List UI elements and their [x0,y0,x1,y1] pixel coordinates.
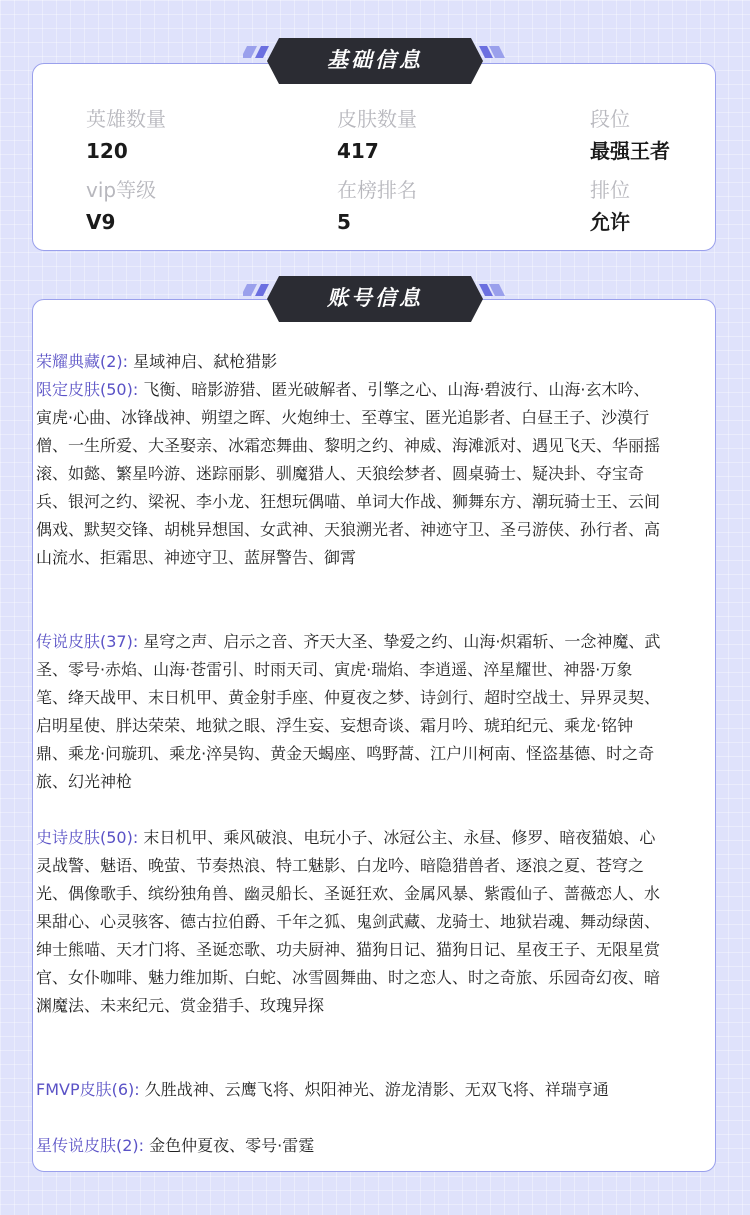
stat-label: 在榜排名 [337,178,417,202]
stat-value: V9 [86,210,116,234]
section-honor-collection [36,348,662,376]
stat-label: 英雄数量 [86,107,166,131]
stat-value: 最强王者 [590,139,670,163]
stat-leaderboard-rank [337,177,417,235]
section-star-legend-skins [36,1132,662,1160]
section-text: 星域神启、弑枪猎影 [133,352,278,371]
section-label: 史诗皮肤(50): [36,828,139,847]
section-epic-skins [36,824,662,1020]
stat-value: 120 [86,139,128,163]
stat-label: 排位 [590,178,630,202]
basic-info-banner [243,38,507,84]
account-info-title: 账号信息 [327,286,423,310]
stat-hero-count [86,106,166,164]
stat-vip-level [86,177,156,235]
section-legend-skins [36,628,662,796]
section-label: 传说皮肤(37): [36,632,139,651]
stat-ranked-allowed [590,177,630,235]
section-label: 星传说皮肤(2): [36,1136,145,1155]
section-text: 飞衡、暗影游猎、匿光破解者、引擎之心、山海·碧波行、山海·玄木吟、寅虎·心曲、冰锋战神、朔望之晖、火炮绅士、至尊宝、匿光追影者、白昼王子、沙漠行僧、一生所爱、大圣娶亲、冰霜恋舞曲、黎明之约、神威、海滩派对、遇见飞天、华丽摇滚、如懿、繁星吟游、迷踪丽影、驯魔猎人、天狼绘梦者、圆桌骑士、疑决卦、夺宝奇兵、银河之约、梁祝、李小龙、狂想玩偶喵、单词大作战、狮舞东方、潮玩骑士王、云间偶戏、默契交锋、胡桃异想国、女武神、天狼溯光者、神迹守卫、圣弓游侠、孙行者、高山流水、拒霜思、神迹守卫、蓝屏警告、御霄 [36,380,661,567]
stat-label: 皮肤数量 [337,107,417,131]
section-text: 久胜战神、云鹰飞将、炽阳神光、游龙清影、无双飞将、祥瑞亨通 [144,1080,609,1099]
section-text: 星穹之声、启示之音、齐天大圣、挚爱之约、山海·炽霜斩、一念神魔、武圣、零号·赤焰、山海·苍雷引、时雨天司、寅虎·瑞焰、李逍遥、淬星耀世、神器·万象笔、绛天战甲、末日机甲、黄金射手座、仲夏夜之梦、诗剑行、超时空战士、异界灵契、启明星使、胖达荣荣、地狱之眼、浮生妄、妄想奇谈、霜月吟、琥珀纪元、乘龙·铭钟鼎、乘龙·问璇玑、乘龙·淬昊钩、黄金天蝎座、鸣野蒿、江户川柯南、怪盗基德、时之奇旅、幻光神枪 [36,632,661,791]
section-label: FMVP皮肤(6): [36,1080,140,1099]
section-fmvp-skins [36,1076,662,1104]
stat-rank-tier [590,106,670,164]
account-info-banner [243,276,507,322]
section-text: 金色仲夏夜、零号·雷霆 [149,1136,315,1155]
section-text: 末日机甲、乘风破浪、电玩小子、冰冠公主、永昼、修罗、暗夜猫娘、心灵战警、魅语、晚萤、节奏热浪、特工魅影、白龙吟、暗隐猎兽者、逐浪之夏、苍穹之光、偶像歌手、缤纷独角兽、幽灵船长、圣诞狂欢、金属风暴、紫霞仙子、蔷薇恋人、水果甜心、心灵骇客、德古拉伯爵、千年之狐、鬼剑武藏、龙骑士、地狱岩魂、舞动绿茵、绅士熊喵、天才门将、圣诞恋歌、功夫厨神、猫狗日记、猫狗日记、星夜王子、无限星赏官、女仆咖啡、魅力维加斯、白蛇、冰雪圆舞曲、时之恋人、时之奇旅、乐园奇幻夜、暗渊魔法、未来纪元、赏金猎手、玫瑰异探 [36,828,661,1015]
stat-label: vip等级 [86,178,157,202]
section-label: 限定皮肤(50): [36,380,139,399]
section-label: 荣耀典藏(2): [36,352,129,371]
stat-value: 417 [337,139,379,163]
stat-label: 段位 [590,107,630,131]
stat-skin-count [337,106,417,164]
stat-value: 允许 [590,210,630,234]
basic-info-title: 基础信息 [327,48,423,72]
section-limited-skins [36,376,662,572]
stat-value: 5 [337,210,351,234]
